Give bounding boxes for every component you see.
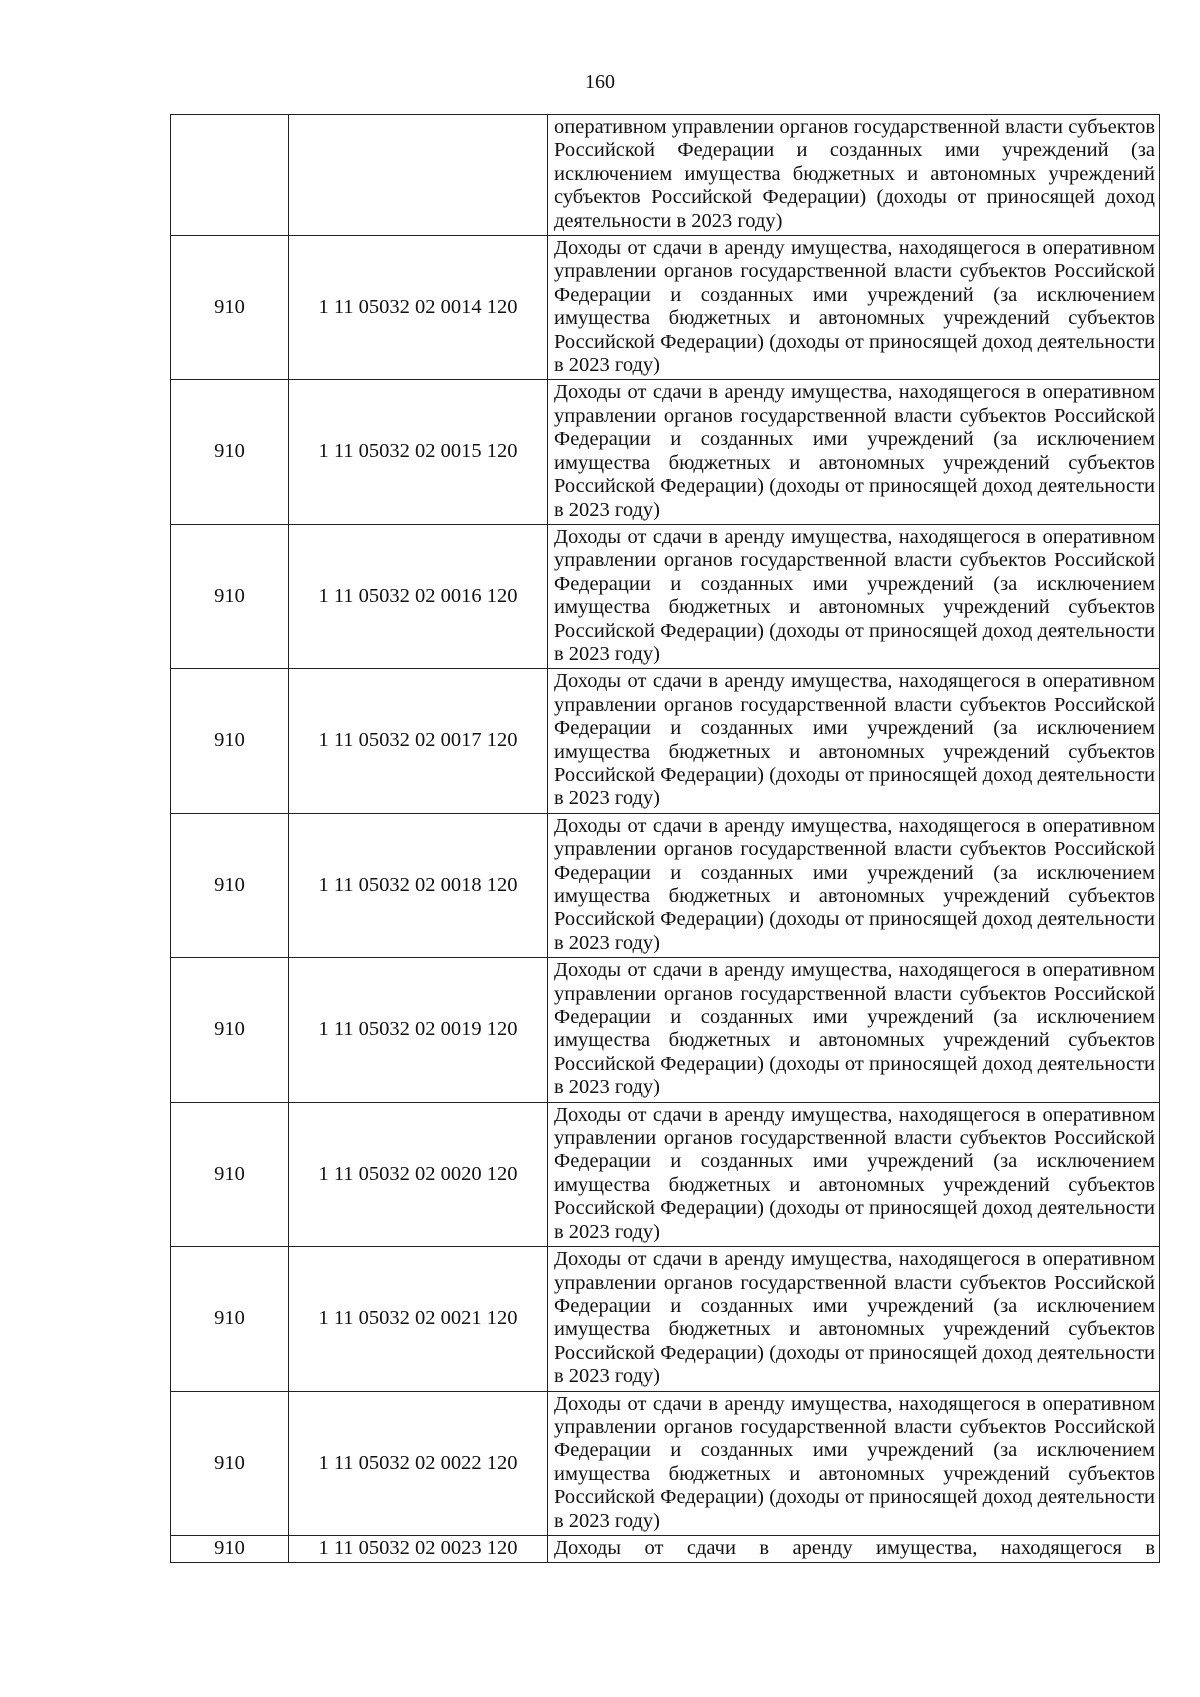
revenue-code-cell: 1 11 05032 02 0017 120 [289, 669, 548, 813]
description-cell: Доходы от сдачи в аренду имущества, находящегося в оперативном управлении органов государственной власти субъектов Российской Федерации и созданных ими учреждений (за исключением имущества бюджетных и автономных учреждений субъектов Российской Федерации) (доходы от приносящей доход деятельности в 2023 году) [548, 958, 1160, 1102]
table-row [171, 1247, 1160, 1391]
admin-code-cell: 910 [171, 236, 289, 380]
revenue-code-cell: 1 11 05032 02 0022 120 [289, 1391, 548, 1535]
description-cell: Доходы от сдачи в аренду имущества, находящегося в оперативном управлении органов государственной власти субъектов Российской Федерации и созданных ими учреждений (за исключением имущества бюджетных и автономных учреждений субъектов Российской Федерации) (доходы от приносящей доход деятельности в 2023 году) [548, 813, 1160, 957]
table-row [171, 1102, 1160, 1246]
admin-code-cell: 910 [171, 813, 289, 957]
table-row [171, 236, 1160, 380]
description-cell: Доходы от сдачи в аренду имущества, находящегося в оперативном управлении органов государственной власти субъектов Российской Федерации и созданных ими учреждений (за исключением имущества бюджетных и автономных учреждений субъектов Российской Федерации) (доходы от приносящей доход деятельности в 2023 году) [548, 669, 1160, 813]
description-cell: Доходы от сдачи в аренду имущества, находящегося в оперативном управлении органов государственной власти субъектов Российской Федерации и созданных ими учреждений (за исключением имущества бюджетных и автономных учреждений субъектов Российской Федерации) (доходы от приносящей доход деятельности в 2023 году) [548, 380, 1160, 524]
table-row [171, 1391, 1160, 1535]
revenue-code-cell: 1 11 05032 02 0021 120 [289, 1247, 548, 1391]
admin-code-cell: 910 [171, 524, 289, 668]
table-row [171, 1535, 1160, 1562]
admin-code-cell: 910 [171, 1391, 289, 1535]
table-row [171, 669, 1160, 813]
revenue-code-cell: 1 11 05032 02 0015 120 [289, 380, 548, 524]
table-row [171, 813, 1160, 957]
description-cell: оперативном управлении органов государственной власти субъектов Российской Федерации и созданных ими учреждений (за исключением имущества бюджетных и автономных учреждений субъектов Российской Федерации) (доходы от приносящей доход деятельности в 2023 году) [548, 115, 1160, 236]
description-cell: Доходы от сдачи в аренду имущества, находящегося в оперативном управлении органов государственной власти субъектов Российской Федерации и созданных ими учреждений (за исключением имущества бюджетных и автономных учреждений субъектов Российской Федерации) (доходы от приносящей доход деятельности в 2023 году) [548, 1102, 1160, 1246]
admin-code-cell: 910 [171, 1102, 289, 1246]
revenue-code-cell [289, 115, 548, 236]
revenue-code-cell: 1 11 05032 02 0023 120 [289, 1535, 548, 1562]
admin-code-cell: 910 [171, 1535, 289, 1562]
description-cell: Доходы от сдачи в аренду имущества, находящегося в оперативном управлении органов государственной власти субъектов Российской Федерации и созданных ими учреждений (за исключением имущества бюджетных и автономных учреждений субъектов Российской Федерации) (доходы от приносящей доход деятельности в 2023 году) [548, 524, 1160, 668]
description-cell: Доходы от сдачи в аренду имущества, находящегося в [548, 1535, 1160, 1562]
admin-code-cell [171, 115, 289, 236]
revenue-code-cell: 1 11 05032 02 0016 120 [289, 524, 548, 668]
revenue-code-cell: 1 11 05032 02 0020 120 [289, 1102, 548, 1246]
description-cell: Доходы от сдачи в аренду имущества, находящегося в оперативном управлении органов государственной власти субъектов Российской Федерации и созданных ими учреждений (за исключением имущества бюджетных и автономных учреждений субъектов Российской Федерации) (доходы от приносящей доход деятельности в 2023 году) [548, 1391, 1160, 1535]
revenue-codes-table [170, 114, 1160, 1563]
revenue-code-cell: 1 11 05032 02 0019 120 [289, 958, 548, 1102]
description-cell: Доходы от сдачи в аренду имущества, находящегося в оперативном управлении органов государственной власти субъектов Российской Федерации и созданных ими учреждений (за исключением имущества бюджетных и автономных учреждений субъектов Российской Федерации) (доходы от приносящей доход деятельности в 2023 году) [548, 236, 1160, 380]
admin-code-cell: 910 [171, 958, 289, 1102]
revenue-code-cell: 1 11 05032 02 0018 120 [289, 813, 548, 957]
table-row [171, 380, 1160, 524]
admin-code-cell: 910 [171, 1247, 289, 1391]
table-row [171, 524, 1160, 668]
table-row [171, 115, 1160, 236]
admin-code-cell: 910 [171, 380, 289, 524]
revenue-code-cell: 1 11 05032 02 0014 120 [289, 236, 548, 380]
table-row [171, 958, 1160, 1102]
page-number: 160 [585, 71, 615, 93]
admin-code-cell: 910 [171, 669, 289, 813]
description-cell: Доходы от сдачи в аренду имущества, находящегося в оперативном управлении органов государственной власти субъектов Российской Федерации и созданных ими учреждений (за исключением имущества бюджетных и автономных учреждений субъектов Российской Федерации) (доходы от приносящей доход деятельности в 2023 году) [548, 1247, 1160, 1391]
